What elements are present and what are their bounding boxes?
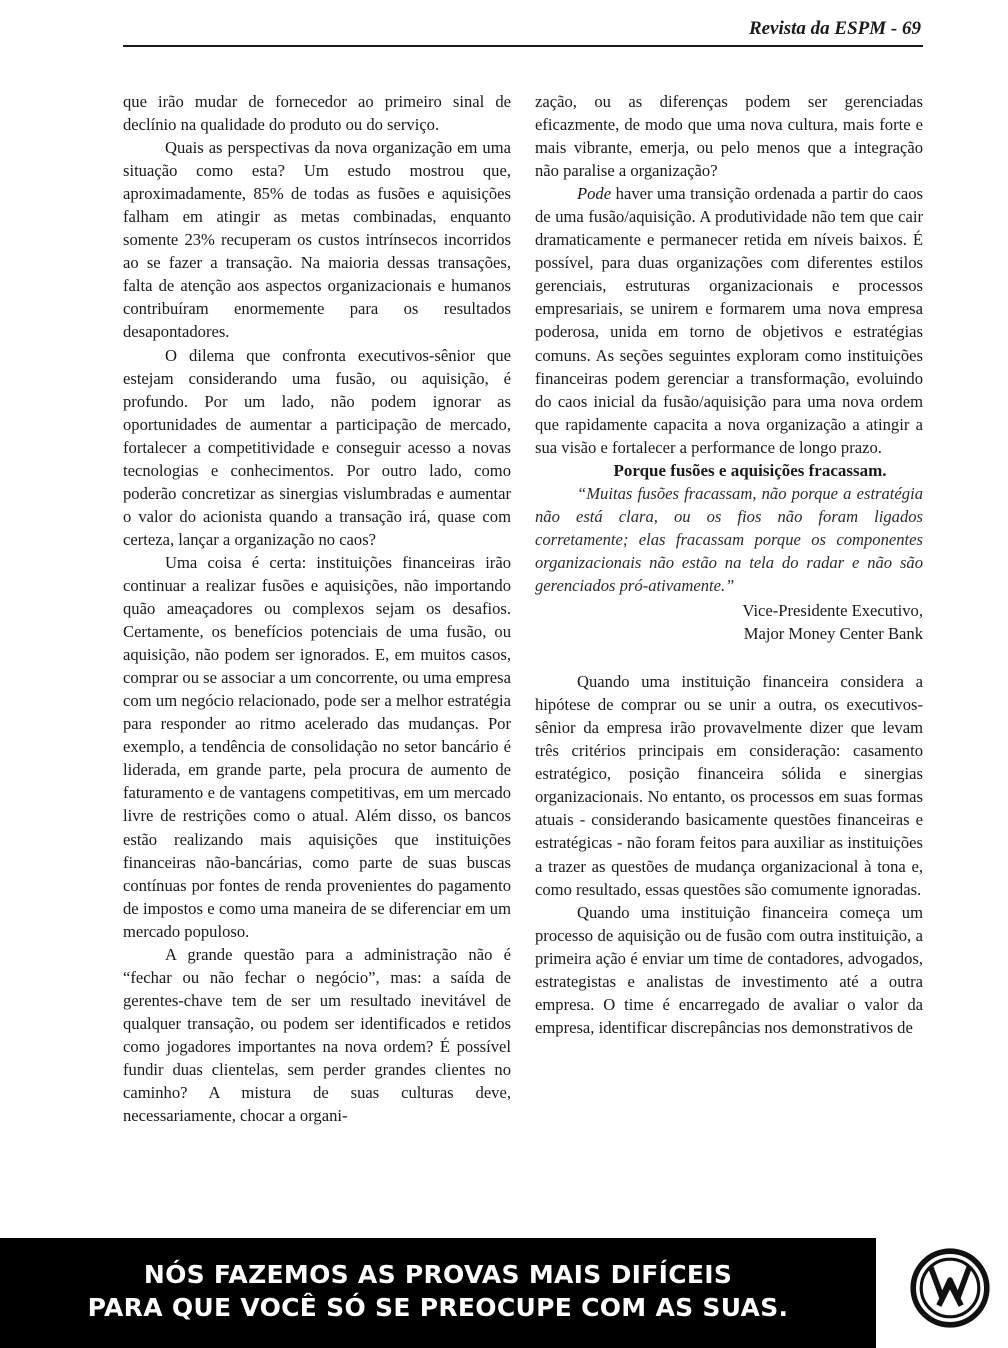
attribution-company: Major Money Center Bank — [743, 624, 923, 644]
section-heading: Porque fusões e aquisições fracassam. — [613, 460, 887, 480]
paragraph: Uma coisa é certa: instituições financeiras irão continuar a realizar fusões e aquisições, não importando quão ameaçadores ou complexos sejam os desafios. Certamente, os benefícios potenciais de uma fusão, ou aquisição, não podem ser ignorados. E, em muitos casos, comprar ou se associar a um concorrente, ou uma empresa com um negócio relacionado, pode ser a melhor estratégia para responder ao ritmo acelerado das mudanças. Por exemplo, a tendência de consolidação no setor bancário é liderada, em grande parte, pela procura de aumento de faturamento e de vantagens competitivas, em um mercado livre de restrições como o atual. Além disso, os bancos estão realizando mais aquisições que instituições financeiras não-bancárias, como parte de suas buscas contínuas por fontes de renda provenientes do pagamento de impostos e como uma maneira de se diferenciar em um mercado populoso. — [123, 552, 511, 941]
paragraph: A grande questão para a administração não é “fechar ou não fechar o negócio”, mas: a saída de gerentes-chave tem de ser um resultado inevitável de qualquer transação, ou podem ser identificados e retidos como jogadores importantes na nova ordem? É possível fundir duas clientelas, sem perder grandes clientes no caminho? A mistura de suas culturas deve, necessariamente, chocar a organi- — [123, 944, 511, 1126]
paragraph: Quando uma instituição financeira considera a hipótese de comprar ou se unir a outra, os executivos-sênior da empresa irão provavelmente dizer que levam três critérios principais em consideração: casamento estratégico, posição financeira sólida e sinergias organizacionais. No entanto, os processos em suas formas atuais - considerando basicamente questões financeiras e estratégicas - não foram feitos para auxiliar as instituições a trazer as questões de mudança organizacional à tona e, como resultado, essas questões são comumente ignoradas. — [535, 672, 923, 899]
paragraph: Quais as perspectivas da nova organização em uma situação como esta? Um estudo mostrou que, aproximadamente, 85% de todas as fusões e aquisições falham em atingir as metas combinadas, enquanto somente 23% recuperam os custos intrínsecos incorridos ao se fazer a transação. Na maioria dessas transações, falta de atenção aos aspectos organizacionais e humanos contribuíram enormemente para os resultados desapontadores. — [123, 138, 511, 342]
paragraph: O dilema que confronta executivos-sênior que estejam considerando uma fusão, ou aquisição, é profundo. Por um lado, não podem ignorar as oportunidades de aumentar a participação de mercado, fortalecer a competitividade e conseguir acesso a novas tecnologias e conhecimentos. Por outro lado, como poderão concretizar as sinergias vislumbradas e aumentar o valor do acionista quando a transação irá, quase com certeza, lançar a organização no caos? — [123, 345, 511, 549]
attribution-title: Vice-Presidente Executivo, — [742, 601, 923, 621]
paragraph: Quando uma instituição financeira começa um processo de aquisição ou de fusão com outra instituição, a primeira ação é enviar um time de contadores, advogados, estrategistas e analistas de investimento até a outra empresa. O time é encarregado de avaliar o valor da empresa, identificar discrepâncias nos demonstrativos de — [535, 902, 923, 1037]
emphasis: Pode — [577, 184, 612, 204]
pull-quote: “Muitas fusões fracassam, não porque a estratégia não está clara, ou os fios não foram ligados corretamente; elas fracassam porque os componentes organizacionais não estão na tela do radar e não são gerenciados pró-ativamente.” — [535, 483, 923, 595]
ad-banner — [0, 1238, 876, 1348]
running-header: Revista da ESPM - 69 — [748, 18, 921, 39]
ad-line-1: NÓS FAZEMOS AS PROVAS MAIS DIFÍCEIS — [143, 1260, 733, 1289]
left-column — [123, 90, 511, 1127]
vw-logo-icon — [910, 1248, 990, 1328]
paragraph-text: haver uma transição ordenada a partir do caos de uma fusão/aquisição. A produtividade não tem que cair dramaticamente e permanecer retida em níveis baixos. É possível, para duas organizações com diferentes estilos gerenciais, estruturas organizacionais e processos empresariais, se unirem e formarem uma nova empresa poderosa, unida em torno de objetivos e estratégias comuns. As seções seguintes exploram como instituições financeiras podem gerenciar a transformação, evoluindo do caos inicial da fusão/aquisição para uma nova ordem que rapidamente capacita a nova organização a atingir a sua visão e fortalecer a performance de longo prazo. — [535, 184, 923, 457]
right-column — [535, 90, 923, 1039]
paragraph: que irão mudar de fornecedor ao primeiro sinal de declínio na qualidade do produto ou do serviço. — [123, 92, 511, 135]
header-rule — [123, 45, 923, 47]
ad-line-2: PARA QUE VOCÊ SÓ SE PREOCUPE COM AS SUAS. — [87, 1293, 789, 1322]
paragraph — [535, 182, 923, 459]
quote-attribution — [535, 599, 923, 645]
paragraph: zação, ou as diferenças podem ser gerenciadas eficazmente, de modo que uma nova cultura, mais forte e mais vibrante, emerja, ou pelo menos que a integração não paralise a organização? — [535, 92, 923, 181]
